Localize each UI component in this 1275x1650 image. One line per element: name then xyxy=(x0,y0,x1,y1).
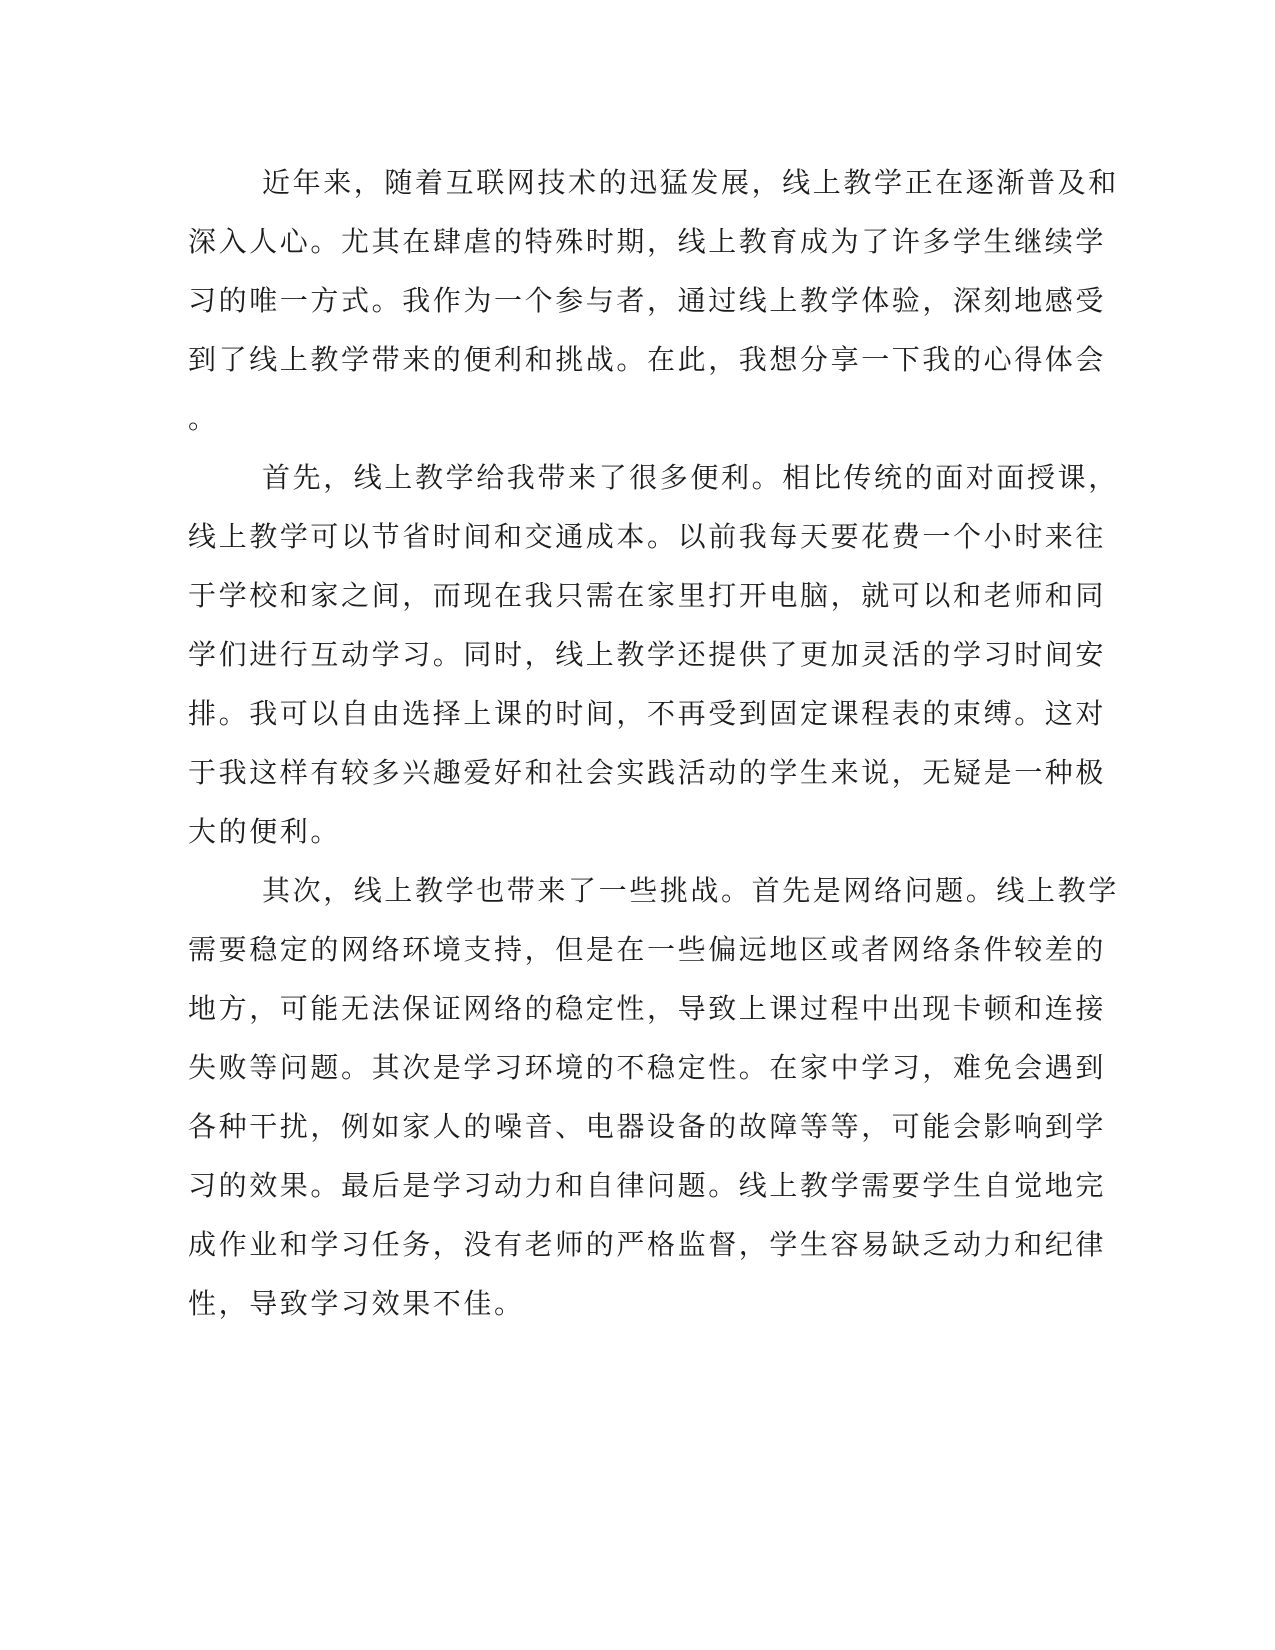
paragraph-2-line-6: 于我这样有较多兴趣爱好和社会实践活动的学生来说，无疑是一种极 xyxy=(188,756,1107,789)
paragraph-2-line-5: 排。我可以自由选择上课的时间，不再受到固定课程表的束缚。这对 xyxy=(188,697,1107,730)
paragraph-3-line-8: 性，导致学习效果不佳。 xyxy=(188,1287,525,1320)
paragraph-1-line-5: 。 xyxy=(188,402,219,435)
paragraph-1-line-2: 深入人心。尤其在肆虐的特殊时期，线上教育成为了许多学生继续学 xyxy=(188,225,1107,258)
paragraph-2-line-3: 于学校和家之间，而现在我只需在家里打开电脑，就可以和老师和同 xyxy=(188,579,1107,612)
paragraph-1-line-3: 习的唯一方式。我作为一个参与者，通过线上教学体验，深刻地感受 xyxy=(188,284,1107,317)
paragraph-2-line-1: 首先，线上教学给我带来了很多便利。相比传统的面对面授课， xyxy=(262,461,1119,494)
paragraph-3-line-5: 各种干扰，例如家人的噪音、电器设备的故障等等，可能会影响到学 xyxy=(188,1110,1107,1143)
paragraph-2-line-4: 学们进行互动学习。同时，线上教学还提供了更加灵活的学习时间安 xyxy=(188,638,1107,671)
paragraph-3-line-2: 需要稳定的网络环境支持，但是在一些偏远地区或者网络条件较差的 xyxy=(188,933,1107,966)
paragraph-1-line-4: 到了线上教学带来的便利和挑战。在此，我想分享一下我的心得体会 xyxy=(188,343,1107,376)
paragraph-2-line-2: 线上教学可以节省时间和交通成本。以前我每天要花费一个小时来往 xyxy=(188,520,1107,553)
paragraph-3-line-6: 习的效果。最后是学习动力和自律问题。线上教学需要学生自觉地完 xyxy=(188,1169,1107,1202)
paragraph-1-line-1: 近年来，随着互联网技术的迅猛发展，线上教学正在逐渐普及和 xyxy=(262,166,1119,199)
paragraph-2-line-7: 大的便利。 xyxy=(188,815,342,848)
paragraph-3-line-1: 其次，线上教学也带来了一些挑战。首先是网络问题。线上教学 xyxy=(262,874,1119,907)
paragraph-3-line-7: 成作业和学习任务，没有老师的严格监督，学生容易缺乏动力和纪律 xyxy=(188,1228,1107,1261)
paragraph-3-line-4: 失败等问题。其次是学习环境的不稳定性。在家中学习，难免会遇到 xyxy=(188,1051,1107,1084)
paragraph-3-line-3: 地方，可能无法保证网络的稳定性，导致上课过程中出现卡顿和连接 xyxy=(188,992,1107,1025)
